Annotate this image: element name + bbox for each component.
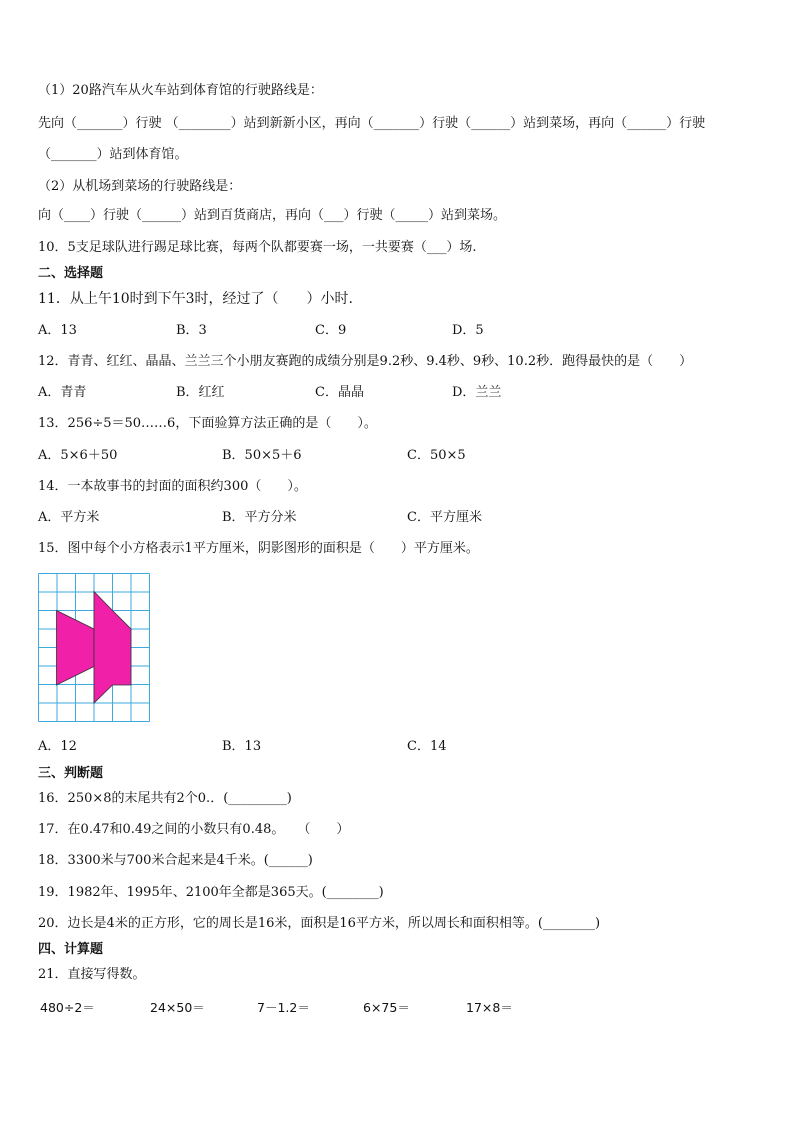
q9-part2-line1: 向（____）行驶（______）站到百货商店，再向（___）行驶（_____）站到菜场。	[38, 208, 507, 223]
section-calc-title: 四、计算题	[38, 942, 104, 957]
q13-option-c[interactable]: C．50×5	[407, 448, 466, 463]
q15-option-c[interactable]: C．14	[407, 739, 447, 754]
q20-question: 20．边长是4米的正方形，它的周长是16米，面积是16平方米，所以周长和面积相等。(________)	[38, 916, 601, 931]
q14-option-a[interactable]: A．平方米	[38, 510, 100, 525]
q9-part2-title: （2）从机场到菜场的行驶路线是：	[38, 179, 242, 194]
q13-option-b[interactable]: B．50×5＋6	[222, 448, 302, 463]
q15-option-a[interactable]: A．12	[38, 739, 77, 754]
q15-grid-figure	[38, 573, 152, 723]
q12-option-a[interactable]: A．青青	[38, 385, 87, 400]
q10-question: 10．5支足球队进行踢足球比赛，每两个队都要赛一场，一共要赛（___）场.	[38, 240, 477, 255]
q21-item-1: 480÷2＝	[40, 1000, 95, 1015]
q19-question: 19．1982年、1995年、2100年全都是365天。(________)	[38, 885, 384, 900]
q11-question: 11．从上午10时到下午3时，经过了（ ）小时.	[38, 291, 353, 307]
section-choice-title: 二、选择题	[38, 266, 104, 281]
q15-option-b[interactable]: B．13	[222, 739, 262, 754]
q17-question: 17．在0.47和0.49之间的小数只有0.48。 （ ）	[38, 822, 350, 837]
q21-item-2: 24×50＝	[150, 1000, 205, 1015]
q13-option-a[interactable]: A．5×6＋50	[38, 448, 118, 463]
q13-question: 13．256÷5＝50……6，下面验算方法正确的是（ ）。	[38, 416, 377, 431]
q16-question: 16．250×8的末尾共有2个0.．(_________)	[38, 791, 292, 806]
q18-question: 18．3300米与700米合起来是4千米。(______)	[38, 853, 313, 868]
q21-item-3: 7－1.2＝	[257, 1000, 310, 1015]
q15-question: 15．图中每个小方格表示1平方厘米，阴影图形的面积是（ ）平方厘米。	[38, 541, 479, 556]
q12-option-c[interactable]: C．晶晶	[315, 385, 364, 400]
q21-item-4: 6×75＝	[363, 1000, 410, 1015]
q21-item-5: 17×8＝	[466, 1000, 513, 1015]
q21-question: 21．直接写得数。	[38, 967, 146, 982]
q9-part1-line1: 先向（_______）行驶 （________）站到新新小区，再向（_______）行驶（______）站到菜场，再向（______）行驶	[38, 116, 706, 131]
q11-option-d[interactable]: D．5	[452, 323, 484, 338]
q14-question: 14．一本故事书的封面的面积约300（ ）。	[38, 479, 307, 494]
q12-option-b[interactable]: B．红红	[176, 385, 225, 400]
q11-option-c[interactable]: C．9	[315, 323, 347, 338]
q14-option-c[interactable]: C．平方厘米	[407, 510, 482, 525]
q11-option-a[interactable]: A．13	[38, 323, 77, 338]
q14-option-b[interactable]: B．平方分米	[222, 510, 297, 525]
q11-option-b[interactable]: B．3	[176, 323, 207, 338]
section-judge-title: 三、判断题	[38, 766, 104, 781]
q12-question: 12．青青、红红、晶晶、兰兰三个小朋友赛跑的成绩分别是9.2秒、9.4秒、9秒、10.2秒．跑得最快的是（ ）	[38, 354, 693, 369]
q12-option-d[interactable]: D．兰兰	[452, 385, 502, 400]
q15-shaded-shape-left	[57, 611, 95, 686]
q9-part1-line2: （_______）站到体育馆。	[38, 147, 188, 162]
q9-part1-title: （1）20路汽车从火车站到体育馆的行驶路线是：	[38, 83, 323, 98]
